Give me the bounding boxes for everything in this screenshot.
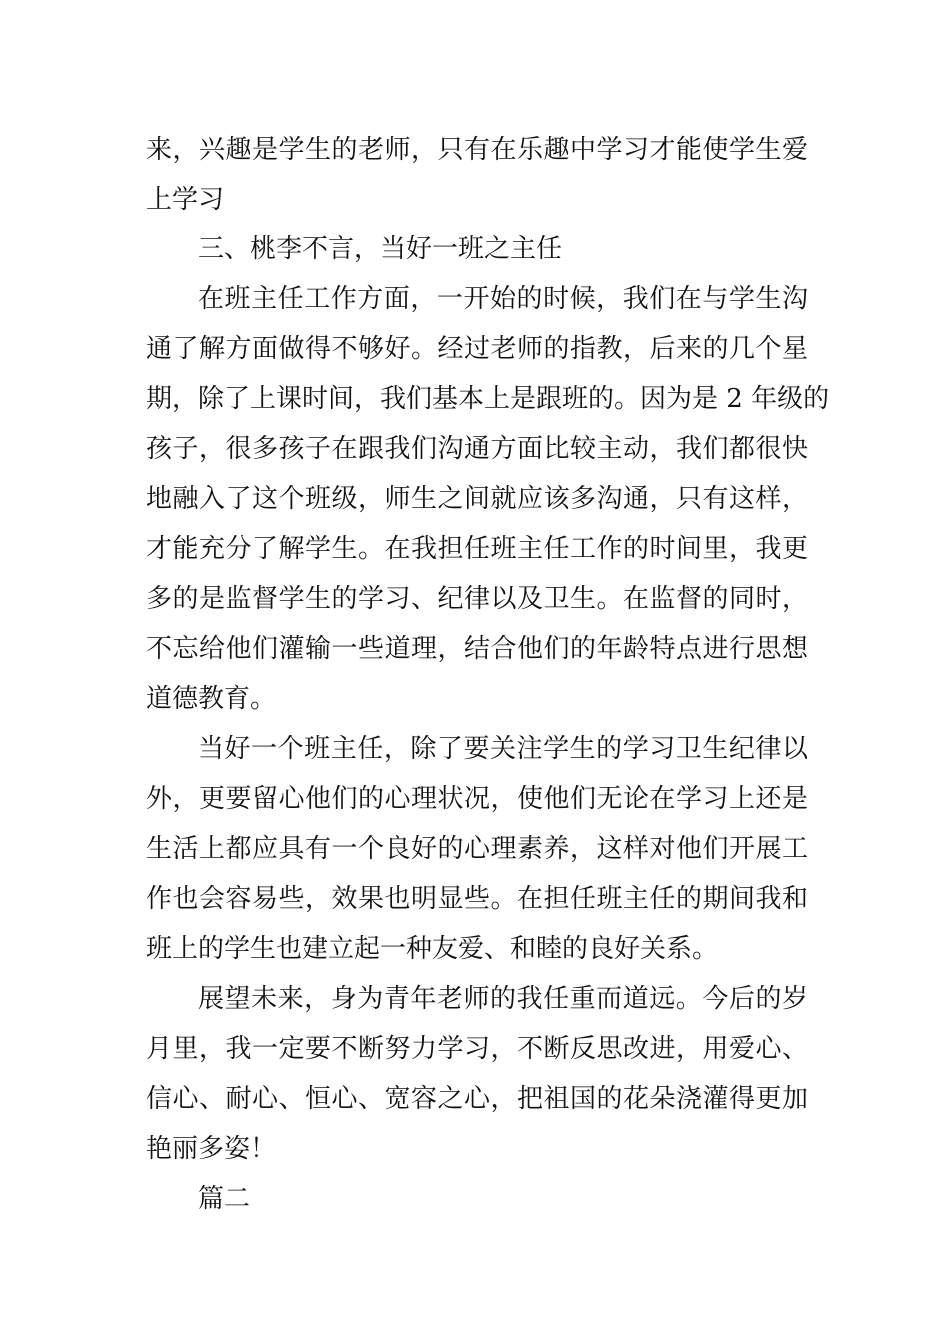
text-line: 上学习 xyxy=(146,185,225,215)
text-line: 当好一个班主任，除了要关注学生的学习卫生纪律以 xyxy=(198,734,808,764)
text-line: 多的是监督学生的学习、纪律以及卫生。在监督的同时， xyxy=(146,584,808,614)
text-line: 才能充分了解学生。在我担任班主任工作的时间里，我更 xyxy=(146,534,808,564)
text-line: 孩子，很多孩子在跟我们沟通方面比较主动，我们都很快 xyxy=(146,434,808,464)
text-line: 在班主任工作方面，一开始的时候，我们在与学生沟 xyxy=(198,284,808,314)
text-line: 月里，我一定要不断努力学习，不断反思改进，用爱心、 xyxy=(146,1034,808,1064)
text-line: 展望未来，身为青年老师的我任重而道远。今后的岁 xyxy=(198,984,808,1014)
section-heading: 三、桃李不言，当好一班之主任 xyxy=(198,234,563,264)
section-heading: 篇二 xyxy=(198,1184,251,1214)
text-line: 作也会容易些，效果也明显些。在担任班主任的期间我和 xyxy=(146,884,808,914)
text-line: 不忘给他们灌输一些道理，结合他们的年龄特点进行思想 xyxy=(146,634,808,664)
text-line: 道德教育。 xyxy=(146,684,277,714)
text-line: 来，兴趣是学生的老师，只有在乐趣中学习才能使学生爱 xyxy=(146,135,808,165)
text-line: 班上的学生也建立起一种友爱、和睦的良好关系。 xyxy=(146,934,719,964)
text-line: 期，除了上课时间，我们基本上是跟班的。因为是 2 年级的 xyxy=(146,384,830,414)
text-line: 生活上都应具有一个良好的心理素养，这样对他们开展工 xyxy=(146,834,808,864)
text-line: 通了解方面做得不够好。经过老师的指教，后来的几个星 xyxy=(146,334,808,364)
text-line: 艳丽多姿！ xyxy=(146,1134,277,1164)
text-line: 地融入了这个班级，师生之间就应该多沟通，只有这样， xyxy=(146,484,808,514)
text-line: 信心、耐心、恒心、宽容之心，把祖国的花朵浇灌得更加 xyxy=(146,1084,808,1114)
text-line: 外，更要留心他们的心理状况，使他们无论在学习上还是 xyxy=(146,784,808,814)
